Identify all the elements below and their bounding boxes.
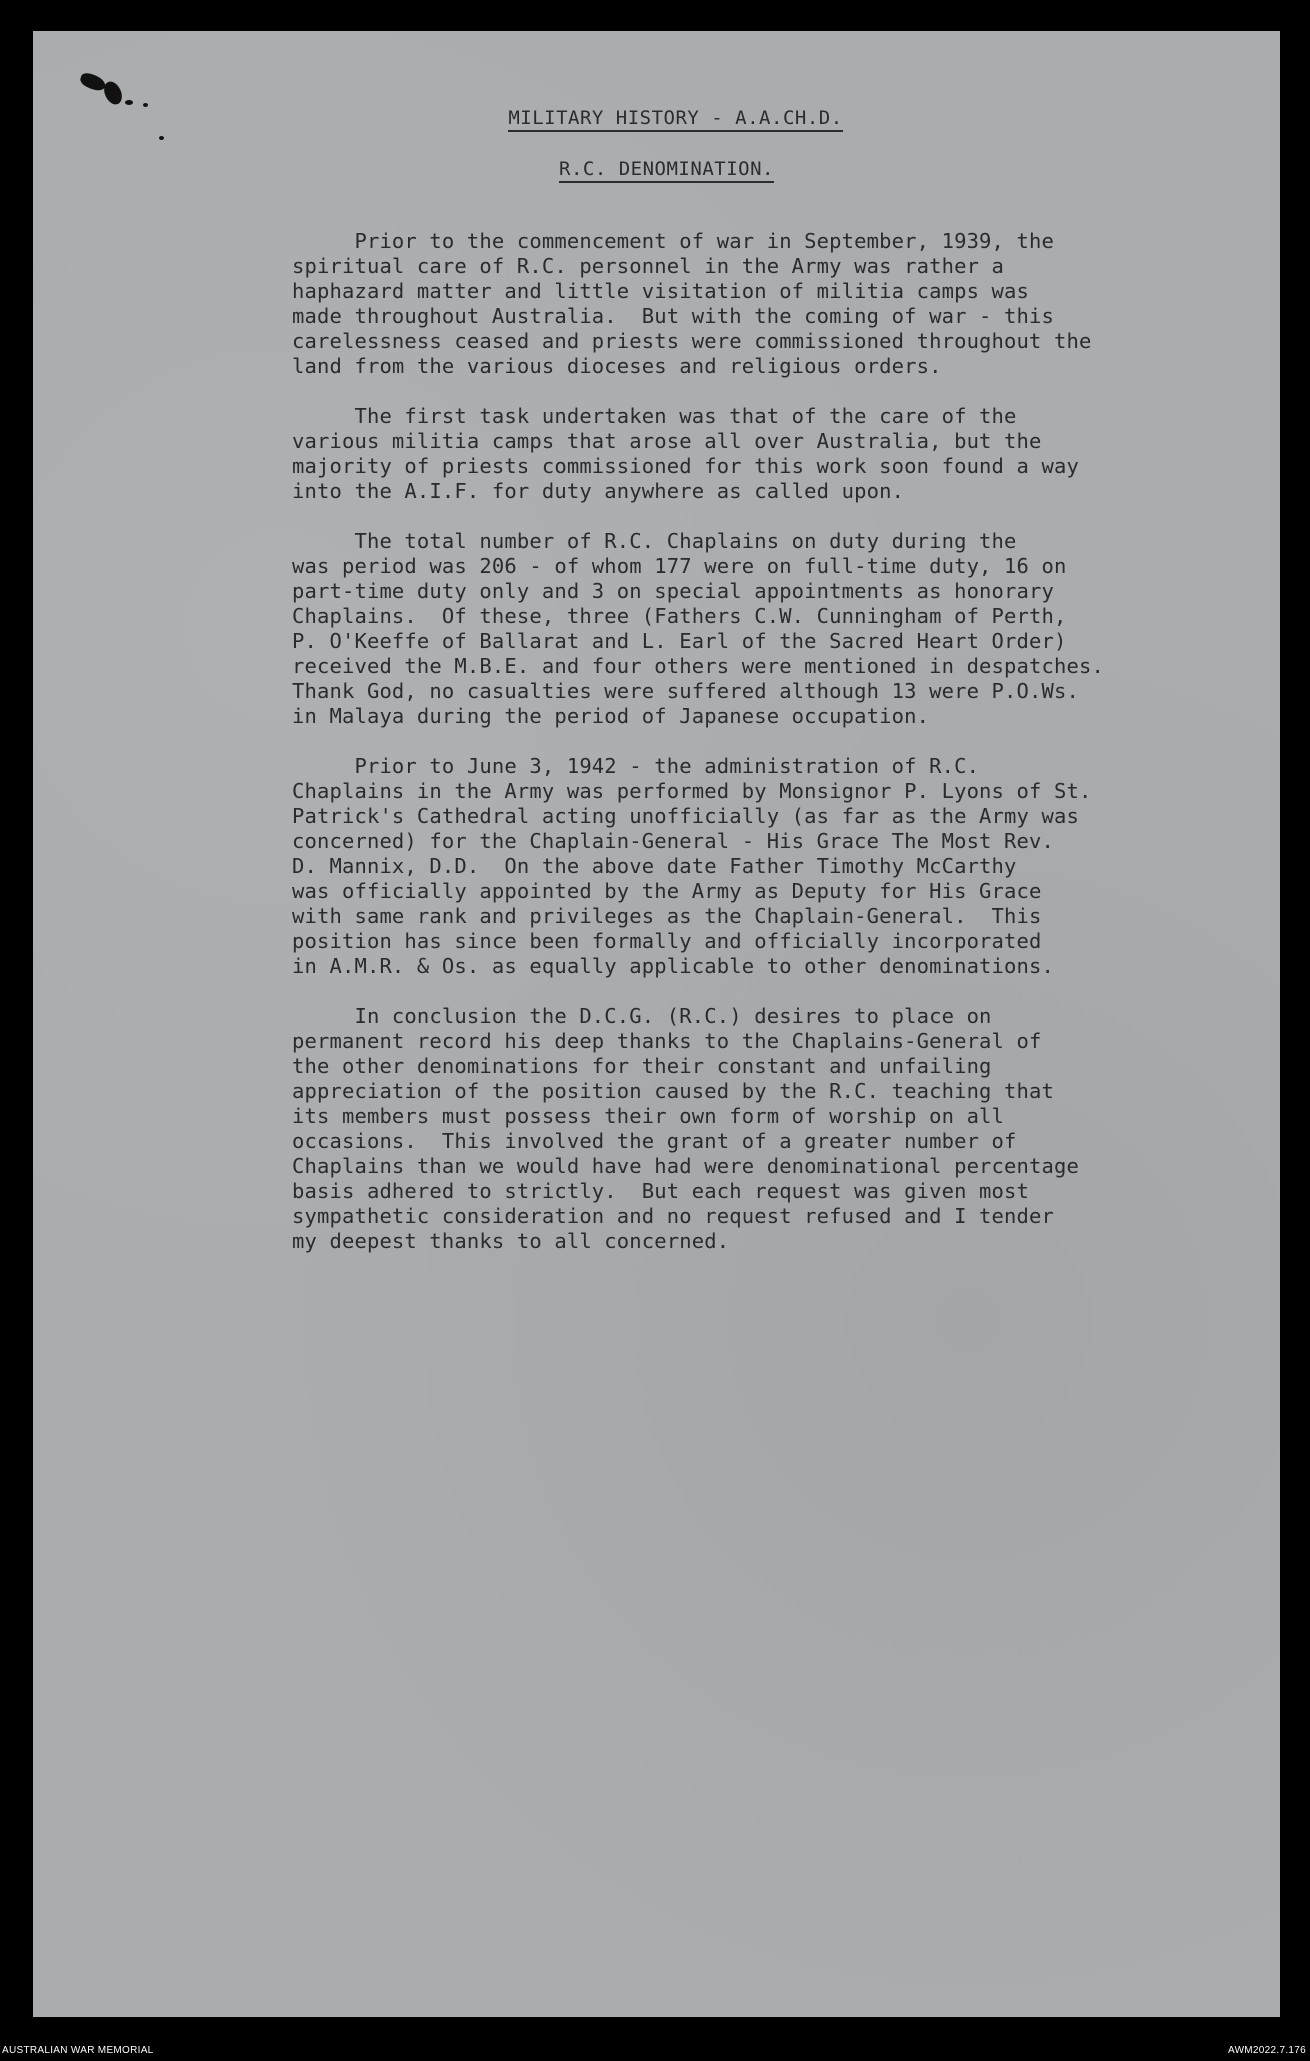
text-line: position has since been formally and officially incorporated xyxy=(292,929,1042,953)
text-line: carelessness ceased and priests were commissioned throughout the xyxy=(292,329,1092,353)
document-title xyxy=(33,107,1280,129)
text-line: land from the various dioceses and religious orders. xyxy=(292,354,942,378)
footer-institution: AUSTRALIAN WAR MEMORIAL xyxy=(2,2045,154,2056)
text-line: occasions. This involved the grant of a greater number of xyxy=(292,1129,1017,1153)
document-body xyxy=(292,229,1292,1279)
text-line: in Malaya during the period of Japanese occupation. xyxy=(292,704,930,728)
text-line: basis adhered to strictly. But each request was given most xyxy=(292,1179,1030,1203)
document-subtitle-text: R.C. DENOMINATION. xyxy=(559,158,774,183)
text-line: appreciation of the position caused by the R.C. teaching that xyxy=(292,1079,1055,1103)
text-line: sympathetic consideration and no request refused and I tender xyxy=(292,1204,1055,1228)
text-line: received the M.B.E. and four others were mentioned in despatches. xyxy=(292,654,1104,678)
text-line: part-time duty only and 3 on special appointments as honorary xyxy=(292,579,1055,603)
text-line: with same rank and privileges as the Chaplain-General. This xyxy=(292,904,1042,928)
ink-blot xyxy=(159,136,164,140)
text-line: Chaplains in the Army was performed by Monsignor P. Lyons of St. xyxy=(292,779,1092,803)
paragraph xyxy=(292,754,1292,979)
text-line: haphazard matter and little visitation of militia camps was xyxy=(292,279,1030,303)
text-line: was period was 206 - of whom 177 were on full-time duty, 16 on xyxy=(292,554,1067,578)
text-line: majority of priests commissioned for this work soon found a way xyxy=(292,454,1079,478)
text-line: made throughout Australia. But with the coming of war - this xyxy=(292,304,1055,328)
paragraph xyxy=(292,404,1292,504)
text-line: Chaplains than we would have had were denominational percentage xyxy=(292,1154,1079,1178)
document-title-text: MILITARY HISTORY - A.A.CH.D. xyxy=(508,107,842,132)
text-line: Chaplains. Of these, three (Fathers C.W. Cunningham of Perth, xyxy=(292,604,1067,628)
text-line: concerned) for the Chaplain-General - His Grace The Most Rev. xyxy=(292,829,1055,853)
document-page xyxy=(33,31,1280,2017)
document-subtitle xyxy=(33,158,1280,180)
footer-accession-number: AWM2022.7.176 xyxy=(1227,2045,1306,2056)
text-line: the other denominations for their constant and unfailing xyxy=(292,1054,992,1078)
text-line: Patrick's Cathedral acting unofficially (as far as the Army was xyxy=(292,804,1079,828)
text-line: D. Mannix, D.D. On the above date Father Timothy McCarthy xyxy=(292,854,1017,878)
text-line: into the A.I.F. for duty anywhere as called upon. xyxy=(292,479,905,503)
text-line: Prior to June 3, 1942 - the administration of R.C. xyxy=(292,754,980,778)
text-line: its members must possess their own form of worship on all xyxy=(292,1104,1005,1128)
paragraph xyxy=(292,1004,1292,1254)
paragraph xyxy=(292,529,1292,729)
text-line: various militia camps that arose all over Australia, but the xyxy=(292,429,1042,453)
text-line: In conclusion the D.C.G. (R.C.) desires to place on xyxy=(292,1004,992,1028)
paragraph xyxy=(292,229,1292,379)
text-line: Thank God, no casualties were suffered although 13 were P.O.Ws. xyxy=(292,679,1079,703)
text-line: in A.M.R. & Os. as equally applicable to other denominations. xyxy=(292,954,1055,978)
text-line: spiritual care of R.C. personnel in the Army was rather a xyxy=(292,254,1005,278)
text-line: my deepest thanks to all concerned. xyxy=(292,1229,730,1253)
text-line: P. O'Keeffe of Ballarat and L. Earl of the Sacred Heart Order) xyxy=(292,629,1067,653)
text-line: was officially appointed by the Army as Deputy for His Grace xyxy=(292,879,1042,903)
text-line: The first task undertaken was that of the care of the xyxy=(292,404,1017,428)
text-line: Prior to the commencement of war in September, 1939, the xyxy=(292,229,1055,253)
ink-blot xyxy=(125,100,133,105)
text-line: permanent record his deep thanks to the Chaplains-General of xyxy=(292,1029,1042,1053)
text-line: The total number of R.C. Chaplains on duty during the xyxy=(292,529,1017,553)
